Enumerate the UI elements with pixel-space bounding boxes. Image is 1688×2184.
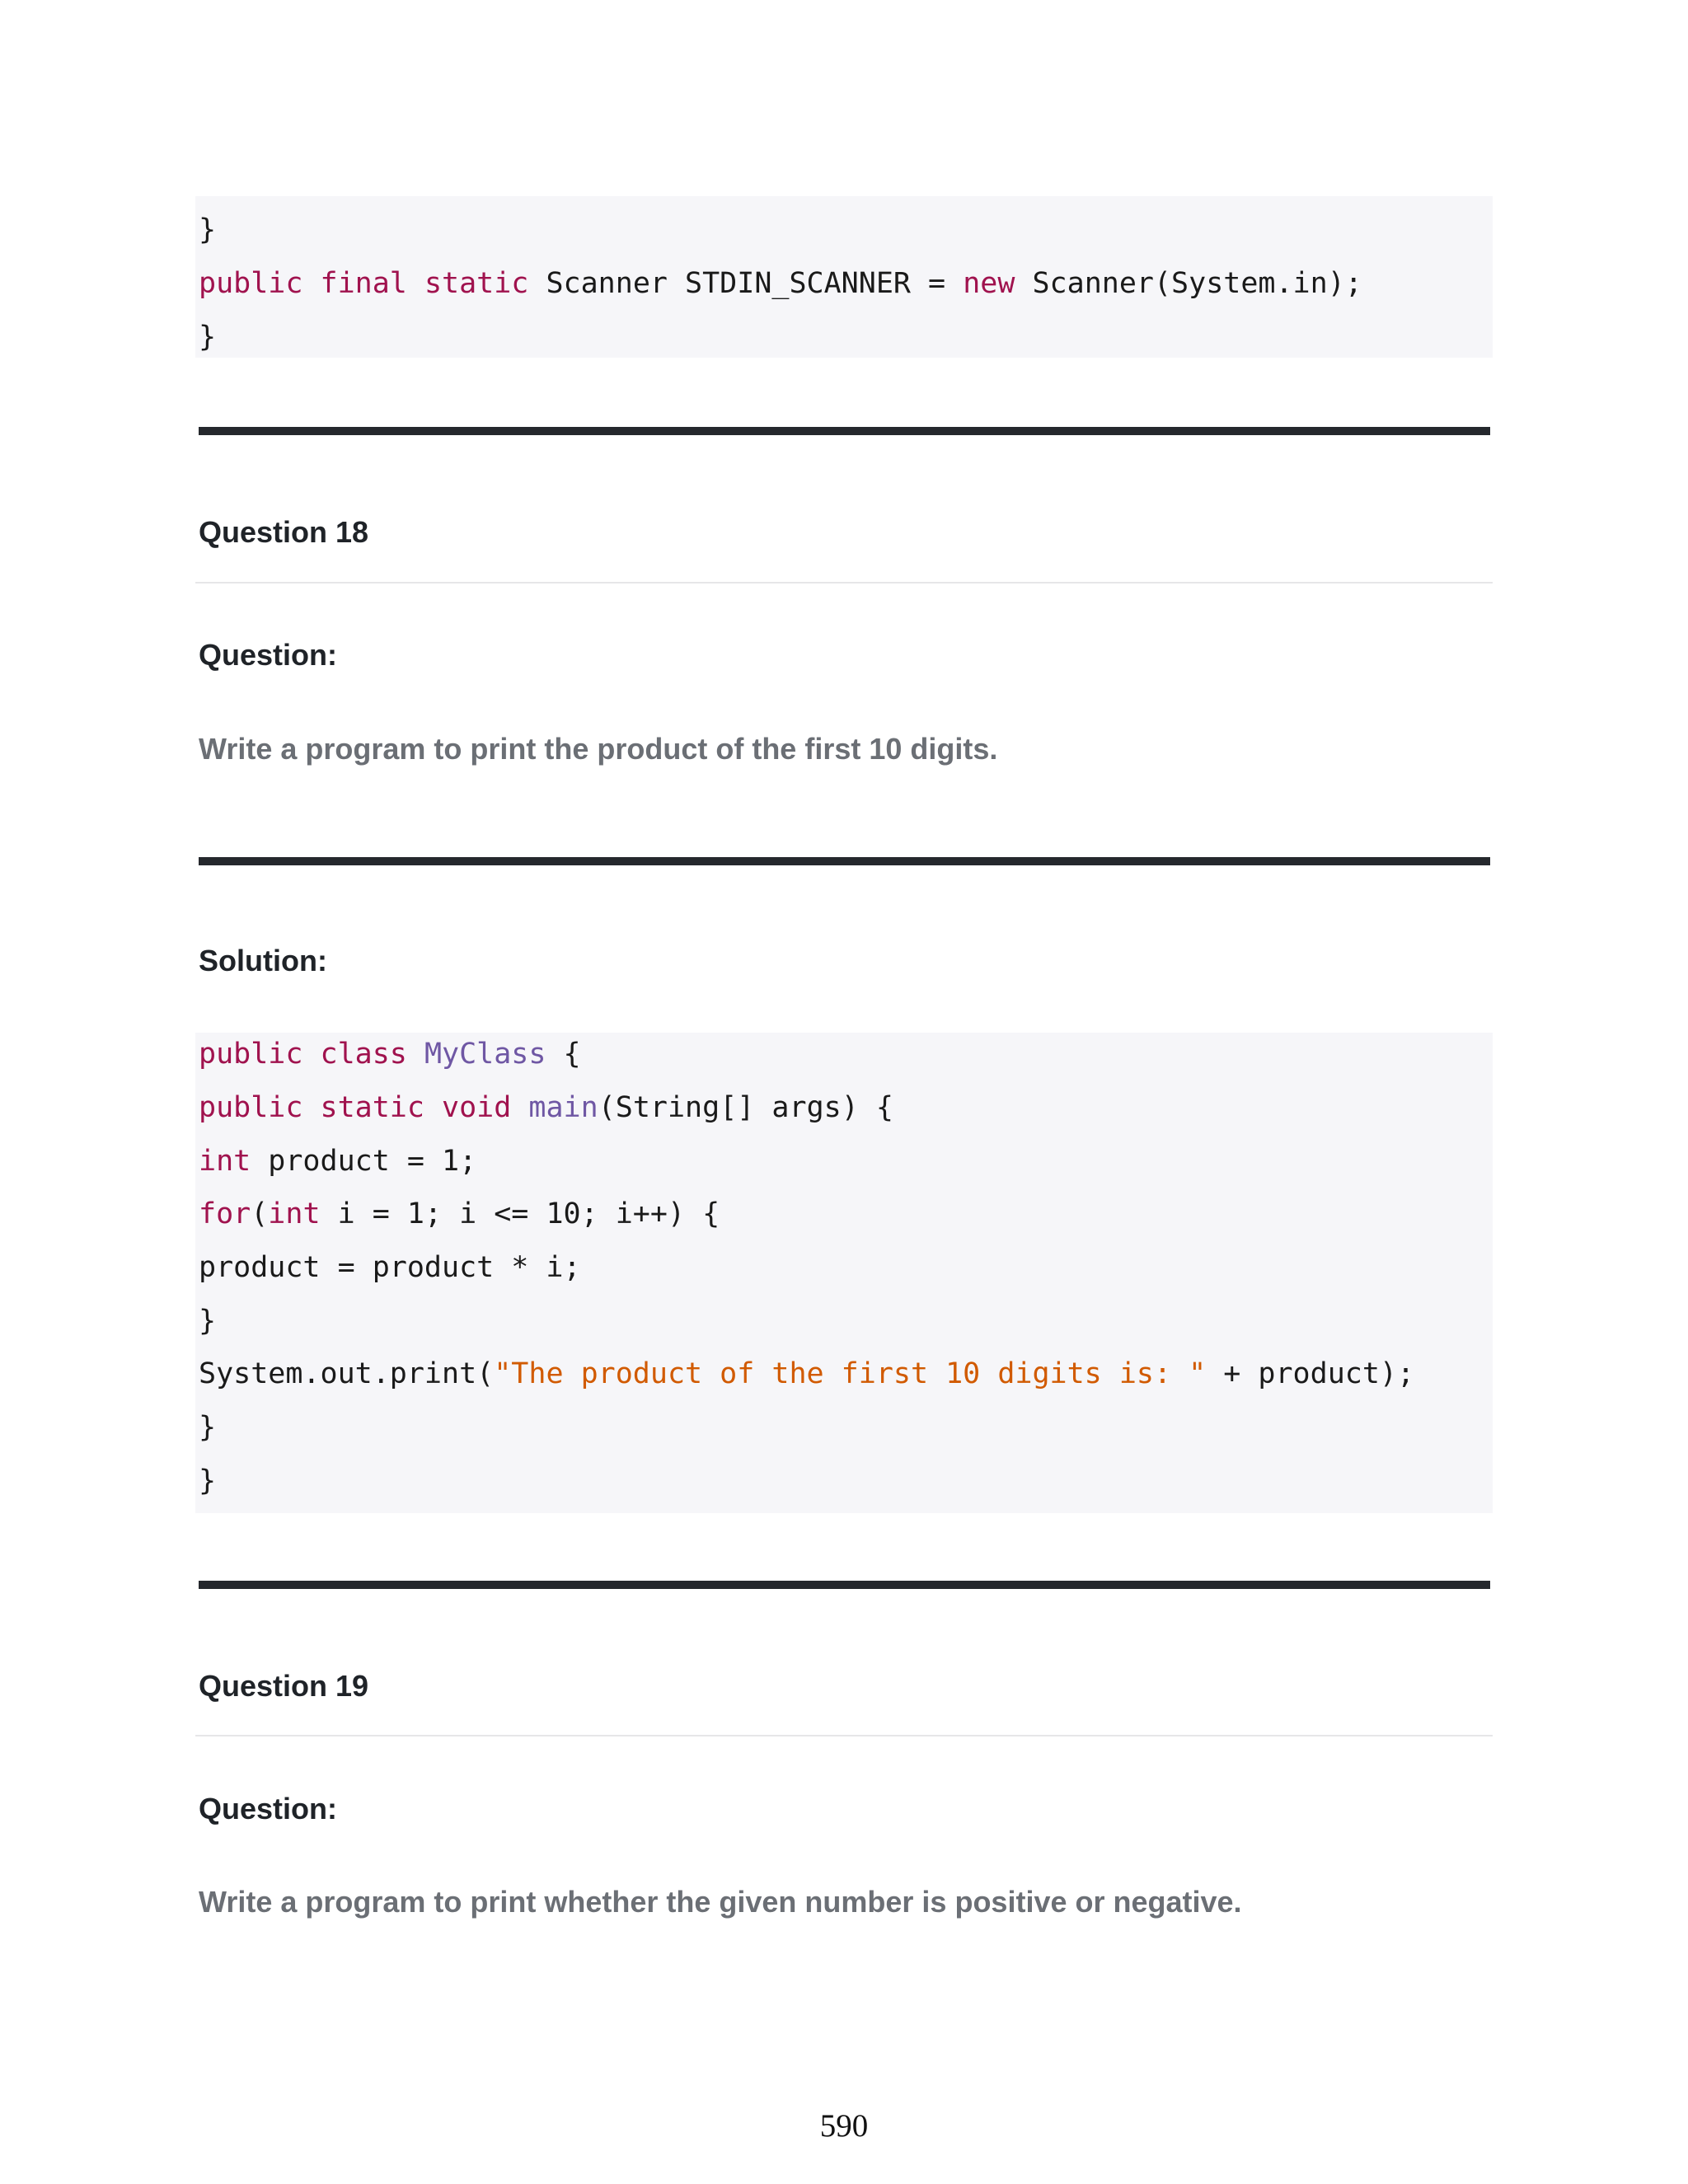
title-underline <box>195 1735 1493 1736</box>
code-block-continuation <box>195 196 1493 358</box>
code-text: } <box>199 321 217 354</box>
solution-code-block <box>195 1033 1493 1513</box>
code-text: product = 1; <box>251 1145 477 1178</box>
page-number: 590 <box>819 2108 869 2144</box>
code-line <box>199 1091 893 1124</box>
question-text: Write a program to print whether the given number is positive or negative. <box>199 1885 1242 1919</box>
code-text <box>511 1091 528 1124</box>
code-line <box>199 323 216 352</box>
code-text: + product); <box>1206 1357 1415 1390</box>
code-keyword: for <box>199 1197 251 1230</box>
code-text <box>302 1091 320 1124</box>
question-text: Write a program to print the product of the first 10 digits. <box>199 732 998 766</box>
code-text: (String[] args) { <box>598 1091 893 1124</box>
code-identifier: MyClass <box>424 1038 546 1071</box>
code-text: ( <box>251 1197 269 1230</box>
code-text: Scanner STDIN_SCANNER = <box>528 267 964 300</box>
code-line <box>199 1467 216 1496</box>
code-text: product = product * i; <box>199 1251 581 1284</box>
section-divider <box>199 857 1490 865</box>
code-keyword: static <box>320 1091 424 1124</box>
code-string: "The product of the first 10 digits is: " <box>494 1357 1207 1390</box>
code-text <box>302 267 320 300</box>
code-keyword: int <box>268 1197 321 1230</box>
code-keyword: public <box>199 1038 303 1071</box>
code-text: Scanner(System.in); <box>1015 267 1362 300</box>
code-text <box>302 1038 320 1071</box>
code-line <box>199 1197 720 1230</box>
code-text: } <box>199 213 217 246</box>
code-keyword: static <box>424 267 529 300</box>
code-text: { <box>546 1038 581 1071</box>
code-text: System.out.print( <box>199 1357 495 1390</box>
code-identifier: main <box>528 1091 598 1124</box>
code-line <box>199 269 1362 298</box>
question-label: Question: <box>199 638 337 672</box>
code-text: } <box>199 1465 217 1497</box>
question-19-title: Question 19 <box>199 1669 369 1703</box>
question-label: Question: <box>199 1792 337 1825</box>
code-keyword: public <box>199 1091 303 1124</box>
section-divider <box>199 1581 1490 1589</box>
code-keyword: class <box>320 1038 407 1071</box>
code-line <box>199 1147 476 1176</box>
code-keyword: int <box>199 1145 251 1178</box>
solution-label: Solution: <box>199 944 327 977</box>
code-keyword: void <box>442 1091 512 1124</box>
title-underline <box>195 582 1493 583</box>
code-keyword: new <box>963 267 1015 300</box>
code-keyword: public <box>199 267 303 300</box>
code-line <box>199 1413 216 1442</box>
code-line <box>199 1040 581 1069</box>
section-divider <box>199 427 1490 435</box>
code-line <box>199 1357 1415 1390</box>
code-line <box>199 213 217 246</box>
code-line <box>199 1251 581 1284</box>
code-text: } <box>199 1305 217 1338</box>
code-text: i = 1; i <= 10; i++) { <box>320 1197 720 1230</box>
code-text <box>424 1091 442 1124</box>
code-text <box>407 1038 424 1071</box>
code-line <box>199 1307 216 1336</box>
code-text: } <box>199 1411 217 1444</box>
code-keyword: final <box>320 267 407 300</box>
code-text <box>407 267 424 300</box>
question-18-title: Question 18 <box>199 515 369 549</box>
